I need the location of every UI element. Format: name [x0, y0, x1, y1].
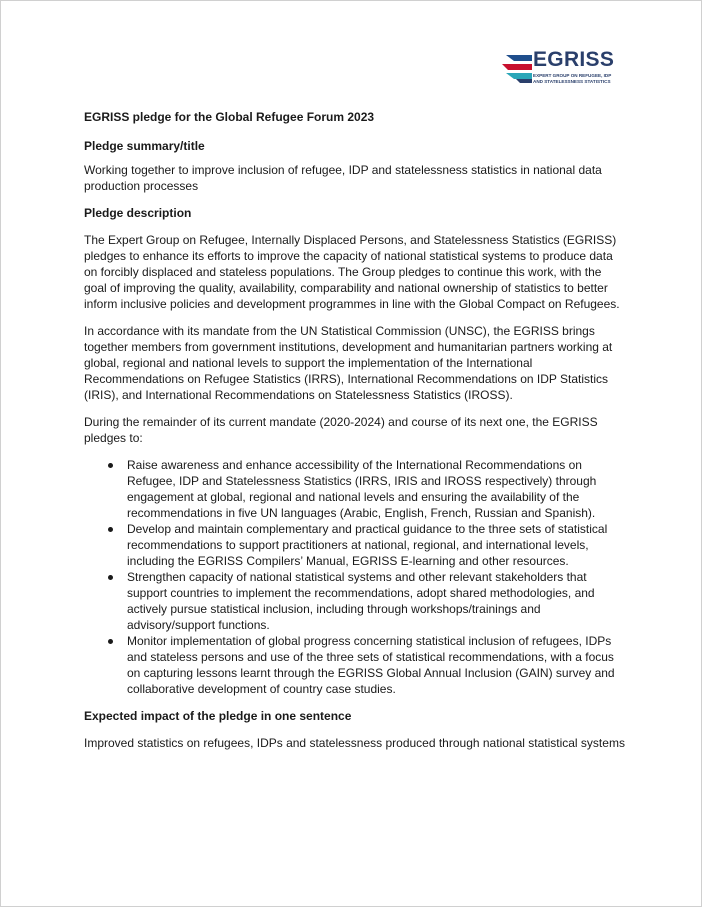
document-body: [84, 109, 626, 751]
logo-subtitle-line1: EXPERT GROUP ON REFUGEE, IDP: [533, 73, 612, 78]
list-item-text: Monitor implementation of global progress concerning statistical inclusion of refugees, IDPs and stateless persons and use of the three sets of statistical recommendations, with a focus on capturing lessons learnt through the EGRISS Global Annual Inclusion (GAIN) survey and collaborative development of country case studies.: [127, 634, 615, 696]
list-item-text: Develop and maintain complementary and practical guidance to the three sets of statistical recommendations to support practitioners at national, regional, and international levels, including the EGRISS Compilers’ Manual, EGRISS E-learning and other resources.: [127, 522, 608, 568]
list-item: [84, 457, 626, 521]
egriss-logo: [502, 50, 622, 90]
list-item: [84, 569, 626, 633]
bullet-icon: [108, 575, 113, 580]
list-item-text: Raise awareness and enhance accessibility of the International Recommendations on Refugee, IDP and Statelessness Statistics (IRRS, IRIS and IROSS respectively) through engagement at global, regional and national levels and ensuring the availability of the recommendations in five UN languages (Arabic, English, French, Russian and Spanish).: [127, 458, 597, 520]
egriss-logo-mark-icon: [502, 53, 532, 83]
bullet-icon: [108, 527, 113, 532]
summary-text: Working together to improve inclusion of refugee, IDP and statelessness statistics in national data production processes: [84, 163, 602, 193]
impact-heading: Expected impact of the pledge in one sentence: [84, 709, 352, 723]
logo-subtitle-line2: AND STATELESSNESS STATISTICS: [533, 78, 611, 84]
summary-heading: Pledge summary/title: [84, 139, 205, 153]
description-heading: Pledge description: [84, 206, 192, 220]
document-title: EGRISS pledge for the Global Refugee Forum 2023: [84, 110, 375, 124]
logo-subtitle: [533, 73, 611, 84]
description-paragraph-3: During the remainder of its current mandate (2020-2024) and course of its next one, the EGRISS pledges to:: [84, 415, 598, 445]
impact-text: Improved statistics on refugees, IDPs and statelessness produced through national statistical systems: [84, 736, 625, 750]
bullet-icon: [108, 639, 113, 644]
pledge-bullet-list: [84, 457, 626, 697]
description-paragraph-2: In accordance with its mandate from the UN Statistical Commission (UNSC), the EGRISS brings together members from government institutions, development and humanitarian partners working at global, regional and national levels to support the implementation of the International Recommendations on Refugee Statistics (IRRS), International Recommendations on IDP Statistics (IRIS), and International Recommendations on Statelessness Statistics (IROSS).: [84, 324, 613, 402]
bullet-icon: [108, 463, 113, 468]
description-paragraph-1: The Expert Group on Refugee, Internally Displaced Persons, and Statelessness Statistics (EGRISS) pledges to enhance its efforts to improve the capacity of national statistical systems to produce data on forcibly displaced and stateless populations. The Group pledges to continue this work, with the goal of improving the quality, availability, comparability and national ownership of statistics to better inform inclusive policies and development programmes in line with the Global Compact on Refugees.: [84, 233, 620, 311]
list-item: [84, 521, 626, 569]
list-item-text: Strengthen capacity of national statistical systems and other relevant stakeholders that support countries to implement the recommendations, adopt shared methodologies, and actively pursue statistical inclusion, including through workshops/trainings and advisory/support functions.: [127, 570, 595, 632]
logo-wordmark: EGRISS: [533, 48, 615, 71]
list-item: [84, 633, 626, 697]
